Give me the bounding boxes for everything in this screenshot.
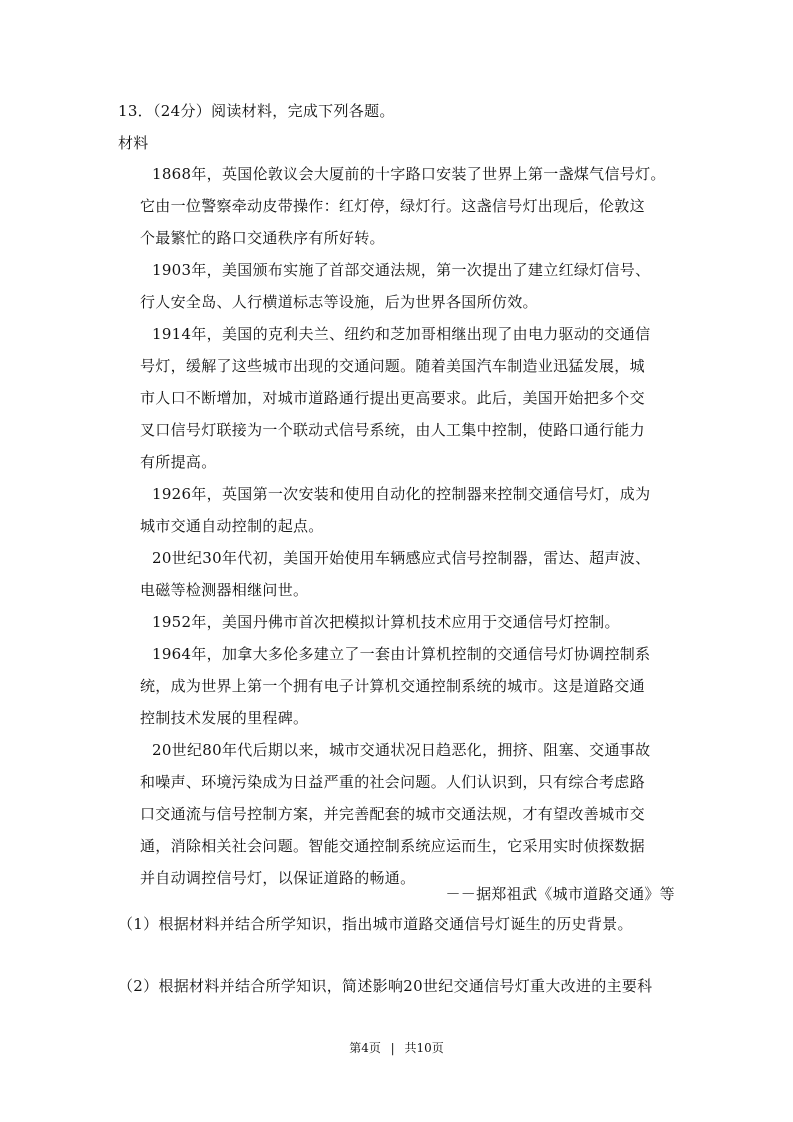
paragraph-7-line-3: 控制技术发展的里程碑。 — [140, 709, 309, 727]
paragraph-5-line-2: 电磁等检测器相继问世。 — [140, 581, 309, 599]
paragraph-1-line-1: 1868年，英国伦敦议会大厦前的十字路口安装了世界上第一盏煤气信号灯。 — [152, 165, 666, 183]
paragraph-8-line-1: 20世纪80年代后期以来，城市交通状况日趋恶化，拥挤、阻塞、交通事故 — [152, 741, 651, 759]
question-header: 13．（24分）阅读材料，完成下列各题。 — [118, 102, 395, 120]
paragraph-3-line-5: 有所提高。 — [140, 453, 217, 471]
paragraph-7-line-1: 1964年，加拿大多伦多建立了一套由计算机控制的交通信号灯协调控制系 — [152, 645, 651, 663]
paragraph-8-line-4: 通，消除相关社会问题。智能交通控制系统应运而生，它采用实时侦探数据 — [140, 837, 645, 855]
paragraph-3-line-4: 叉口信号灯联接为一个联动式信号系统，由人工集中控制，使路口通行能力 — [140, 421, 645, 439]
paragraph-7-line-2: 统，成为世界上第一个拥有电子计算机交通控制系统的城市。这是道路交通 — [140, 677, 645, 695]
paragraph-8-line-3: 口交通流与信号控制方案，并完善配套的城市交通法规，才有望改善城市交 — [140, 805, 645, 823]
paragraph-5-line-1: 20世纪30年代初，美国开始使用车辆感应式信号控制器，雷达、超声波、 — [152, 549, 651, 567]
paragraph-4-line-2: 城市交通自动控制的起点。 — [140, 517, 324, 535]
paragraph-8-line-5: 并自动调控信号灯，以保证道路的畅通。 — [140, 869, 416, 887]
page-footer — [0, 1040, 793, 1056]
footer-separator: | — [390, 1041, 395, 1055]
page-number: 第4页 — [349, 1041, 381, 1055]
paragraph-1-line-2: 它由一位警察牵动皮带操作：红灯停，绿灯行。这盏信号灯出现后，伦敦这 — [140, 197, 645, 215]
material-label: 材料 — [118, 134, 149, 152]
paragraph-4-line-1: 1926年，英国第一次安装和使用自动化的控制器来控制交通信号灯，成为 — [152, 485, 651, 503]
paragraph-3-line-2: 号灯，缓解了这些城市出现的交通问题。随着美国汽车制造业迅猛发展，城 — [140, 357, 645, 375]
paragraph-3-line-1: 1914年，美国的克利夫兰、纽约和芝加哥相继出现了由电力驱动的交通信 — [152, 325, 651, 343]
paragraph-2-line-1: 1903年，美国颁布实施了首部交通法规，第一次提出了建立红绿灯信号、 — [152, 261, 651, 279]
source-citation: －－据郑祖武《城市道路交通》等 — [445, 885, 675, 903]
sub-question-2: （2）根据材料并结合所学知识，简述影响20世纪交通信号灯重大改进的主要科 — [118, 977, 653, 995]
sub-question-1: （1）根据材料并结合所学知识，指出城市道路交通信号灯诞生的历史背景。 — [118, 915, 633, 933]
paragraph-1-line-3: 个最繁忙的路口交通秩序有所好转。 — [140, 229, 385, 247]
total-pages: 共10页 — [404, 1041, 444, 1055]
paragraph-2-line-2: 行人安全岛、人行横道标志等设施，后为世界各国所仿效。 — [140, 293, 538, 311]
paragraph-8-line-2: 和噪声、环境污染成为日益严重的社会问题。人们认识到，只有综合考虑路 — [140, 773, 645, 791]
paragraph-6-line-1: 1952年，美国丹佛市首次把模拟计算机技术应用于交通信号灯控制。 — [152, 613, 620, 631]
paragraph-3-line-3: 市人口不断增加，对城市道路通行提出更高要求。此后，美国开始把多个交 — [140, 389, 645, 407]
